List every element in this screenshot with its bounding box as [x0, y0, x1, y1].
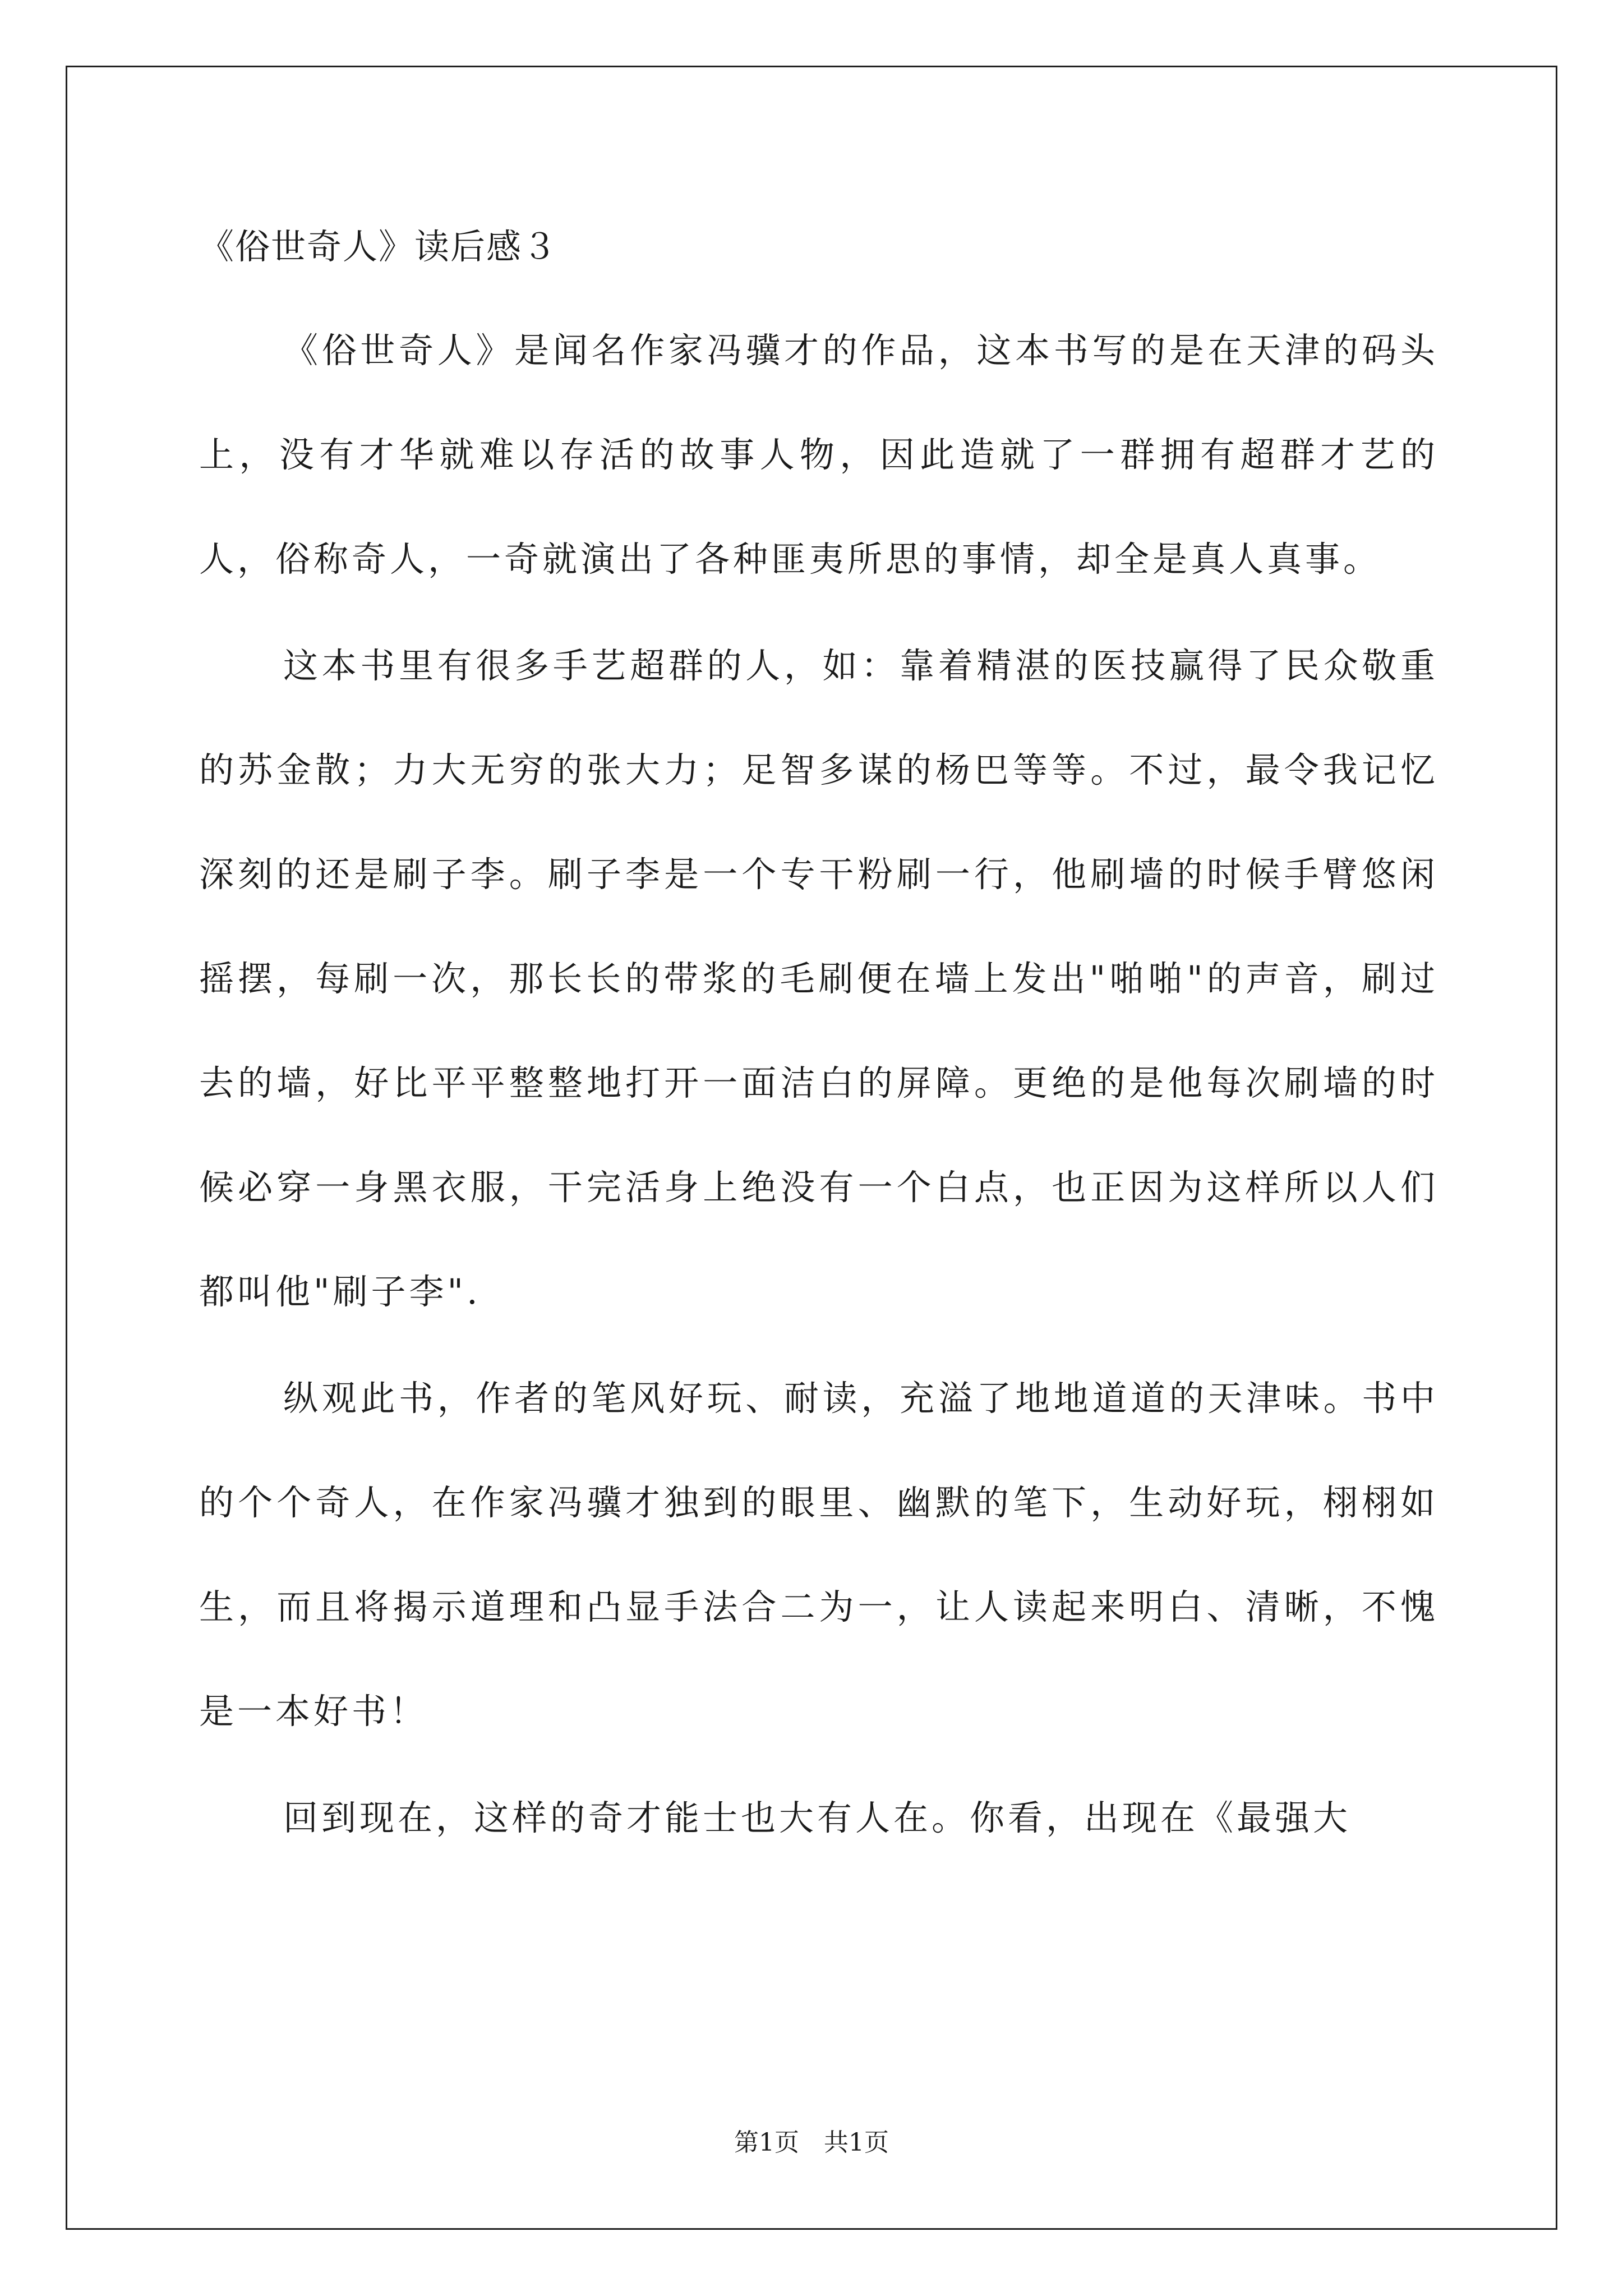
- paragraph-2: 这本书里有很多手艺超群的人，如：靠着精湛的医技赢得了民众敬重的苏金散；力大无穷的张大力；足智多谋的杨巴等等。不过，最令我记忆深刻的还是刷子李。刷子李是一个专干粉刷一行，他刷墙的时候手臂悠闲摇摆，每刷一次，那长长的带浆的毛刷便在墙上发出"啪啪"的声音，刷过去的墙，好比平平整整地打开一面洁白的屏障。更绝的是他每次刷墙的时候必穿一身黑衣服，干完活身上绝没有一个白点，也正因为这样所以人们都叫他"刷子李".: [199, 645, 1438, 1312]
- page-footer: 第1页 共1页: [734, 2128, 889, 2157]
- document-title: 《俗世奇人》读后感３: [199, 226, 559, 267]
- paragraph-3: 纵观此书，作者的笔风好玩、耐读，充溢了地地道道的天津味。书中的个个奇人，在作家冯骥才独到的眼里、幽默的笔下，生动好玩，栩栩如生，而且将揭示道理和凸显手法合二为一，让人读起来明白、清晰，不愧是一本好书！: [199, 1378, 1438, 1732]
- paragraph-1: 《俗世奇人》是闻名作家冯骥才的作品，这本书写的是在天津的码头上，没有才华就难以存活的故事人物，因此造就了一群拥有超群才艺的人，俗称奇人，一奇就演出了各种匪夷所思的事情，却全是真人真事。: [199, 330, 1438, 579]
- paragraph-4: 回到现在，这样的奇才能士也大有人在。你看，出现在《最强大: [283, 1797, 1352, 1838]
- document-body: [199, 213, 1438, 1872]
